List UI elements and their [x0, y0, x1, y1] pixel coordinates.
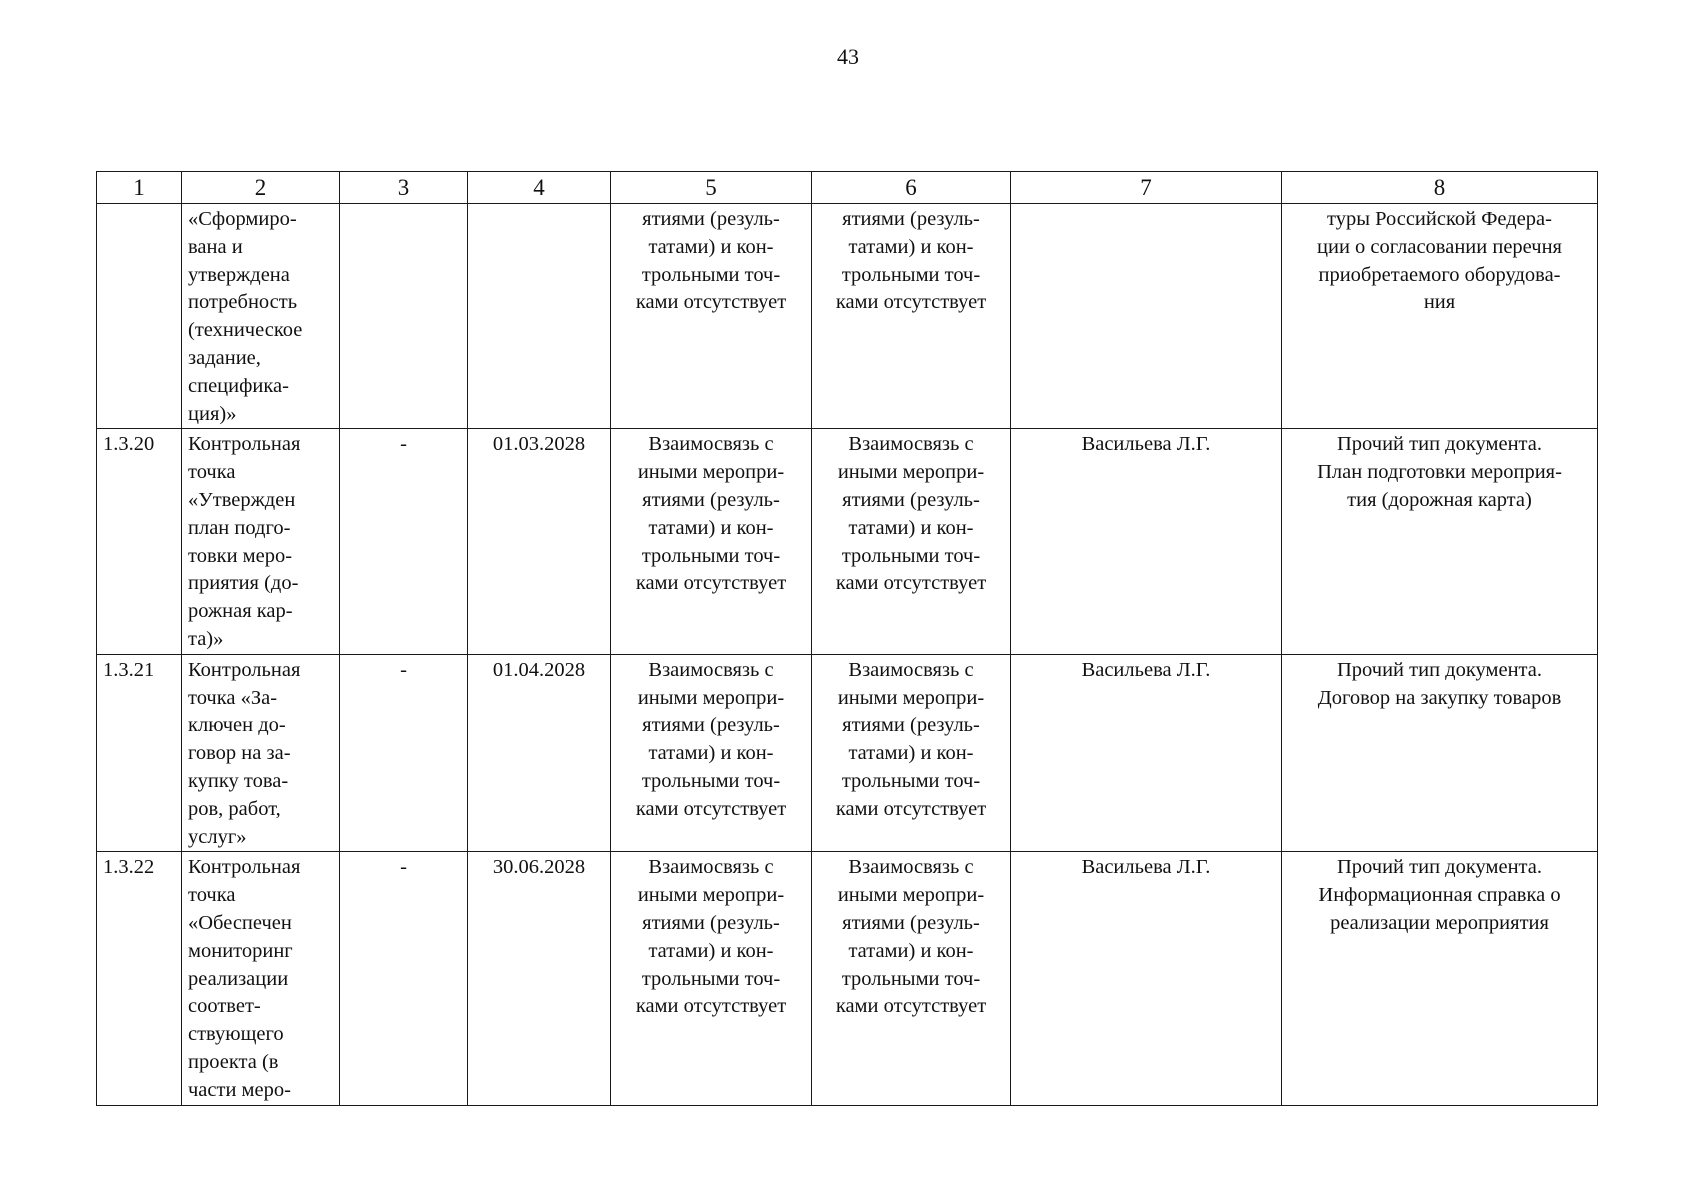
row-col6: Взаимосвязь с иными меропри- ятиями (резуль- татами) и кон- трольными точ- ками отсутствует: [812, 852, 1011, 1105]
row-number: 1.3.22: [97, 852, 182, 1105]
row-number: 1.3.21: [97, 654, 182, 852]
row-number: 1.3.20: [97, 429, 182, 654]
row-name: Контрольная точка «За- ключен до- говор на за- купку това- ров, работ, услуг»: [182, 654, 340, 852]
row-col6: ятиями (резуль- татами) и кон- трольными точ- ками отсутствует: [812, 204, 1011, 429]
header-col-8: 8: [1282, 172, 1598, 204]
table-row: [97, 654, 1598, 852]
header-col-4: 4: [468, 172, 611, 204]
row-date: [468, 204, 611, 429]
row-col5: Взаимосвязь с иными меропри- ятиями (резуль- татами) и кон- трольными точ- ками отсутствует: [611, 654, 812, 852]
row-col6: Взаимосвязь с иными меропри- ятиями (резуль- татами) и кон- трольными точ- ками отсутствует: [812, 429, 1011, 654]
row-document: Прочий тип документа. Информационная справка о реализации мероприятия: [1282, 852, 1598, 1105]
header-col-1: 1: [97, 172, 182, 204]
row-col6: Взаимосвязь с иными меропри- ятиями (резуль- татами) и кон- трольными точ- ками отсутствует: [812, 654, 1011, 852]
page-number: 43: [837, 44, 859, 69]
row-name: Контрольная точка «Утвержден план подго- товки меро- приятия (до- рожная кар- та)»: [182, 429, 340, 654]
row-col3: -: [340, 852, 468, 1105]
row-col3: [340, 204, 468, 429]
table-row: [97, 204, 1598, 429]
table-row: [97, 429, 1598, 654]
row-date: 01.03.2028: [468, 429, 611, 654]
header-col-2: 2: [182, 172, 340, 204]
header-col-6: 6: [812, 172, 1011, 204]
row-col3: -: [340, 429, 468, 654]
row-number: [97, 204, 182, 429]
row-document: Прочий тип документа. План подготовки мероприя- тия (дорожная карта): [1282, 429, 1598, 654]
row-responsible: Васильева Л.Г.: [1011, 654, 1282, 852]
header-col-3: 3: [340, 172, 468, 204]
row-col5: Взаимосвязь с иными меропри- ятиями (резуль- татами) и кон- трольными точ- ками отсутствует: [611, 852, 812, 1105]
table-row: [97, 852, 1598, 1105]
row-date: 30.06.2028: [468, 852, 611, 1105]
row-document: туры Российской Федера- ции о согласовании перечня приобретаемого оборудова- ния: [1282, 204, 1598, 429]
header-col-7: 7: [1011, 172, 1282, 204]
row-responsible: Васильева Л.Г.: [1011, 852, 1282, 1105]
row-date: 01.04.2028: [468, 654, 611, 852]
plan-table: [96, 171, 1598, 1106]
row-col5: ятиями (резуль- татами) и кон- трольными точ- ками отсутствует: [611, 204, 812, 429]
row-responsible: [1011, 204, 1282, 429]
row-col3: -: [340, 654, 468, 852]
row-name: Контрольная точка «Обеспечен мониторинг реализации соответ- ствующего проекта (в части меро-: [182, 852, 340, 1105]
row-responsible: Васильева Л.Г.: [1011, 429, 1282, 654]
row-document: Прочий тип документа. Договор на закупку товаров: [1282, 654, 1598, 852]
header-row: [97, 172, 1598, 204]
row-col5: Взаимосвязь с иными меропри- ятиями (резуль- татами) и кон- трольными точ- ками отсутствует: [611, 429, 812, 654]
header-col-5: 5: [611, 172, 812, 204]
row-name: «Сформиро- вана и утверждена потребность (техническое задание, специфика- ция)»: [182, 204, 340, 429]
